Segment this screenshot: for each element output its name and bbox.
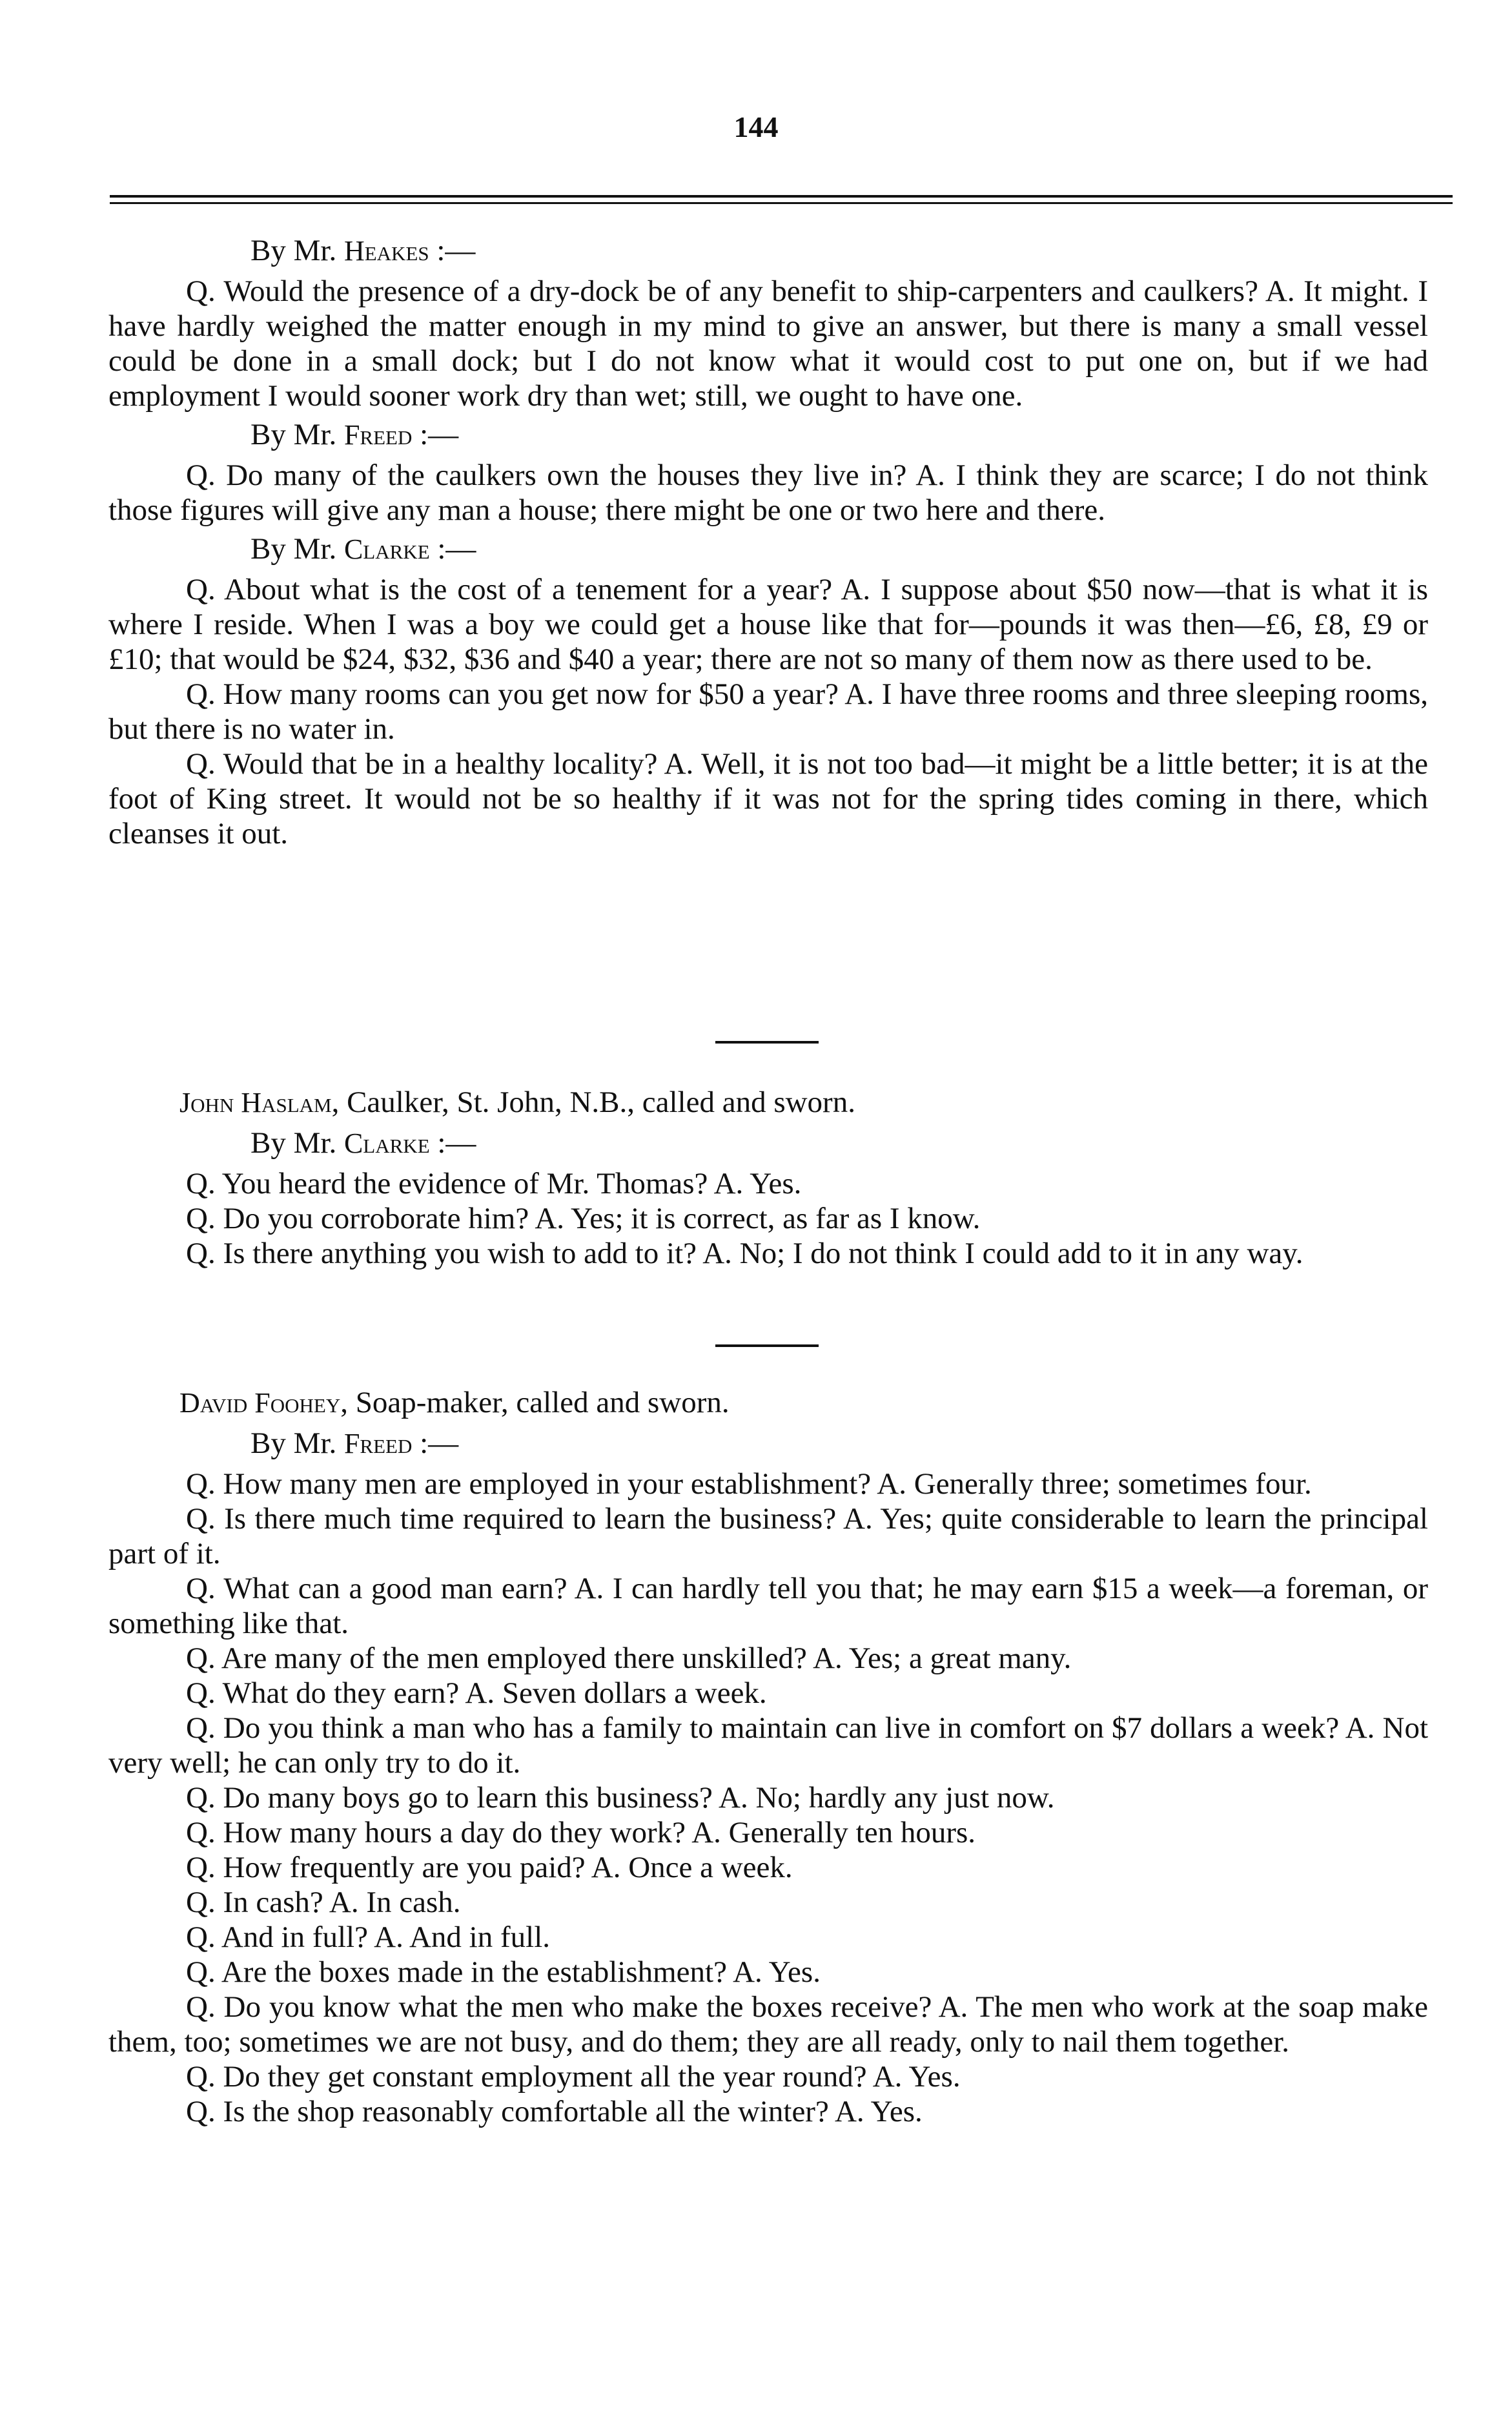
question-answer: Q. What do they earn? A. Seven dollars a week.: [186, 1676, 767, 1710]
question-answer: Q. In cash? A. In cash.: [186, 1886, 461, 1919]
question-answer: Q. How frequently are you paid? A. Once a week.: [186, 1851, 793, 1884]
question-answer: Q. How many men are employed in your establishment? A. Generally three; sometimes four.: [186, 1467, 1312, 1501]
testimony-section-1: [108, 229, 1428, 851]
examiner-name: Clarke: [343, 1127, 430, 1159]
examiner-heading: [108, 531, 1428, 567]
header-double-rule: [110, 195, 1453, 204]
examiner-heading: [108, 1426, 1428, 1461]
question-answer: Q. Do you think a man who has a family to maintain can live in comfort on $7 dollars a week? A. Not very well; he can only try to do it.: [108, 1711, 1428, 1780]
question-answer: Q. Do you corroborate him? A. Yes; it is correct, as far as I know.: [186, 1202, 981, 1235]
testimony-section-3: [108, 1385, 1428, 2129]
examiner-suffix: :—: [412, 1426, 459, 1460]
question-answer: Q. Do many of the caulkers own the houses they live in? A. I think they are scarce; I do not think those figures will give any man a house; there might be one or two here and there.: [108, 458, 1428, 527]
examiner-heading: [108, 1126, 1428, 1161]
examiner-prefix: By Mr.: [250, 1426, 337, 1460]
page-number: 144: [733, 110, 779, 143]
examiner-suffix: :—: [412, 418, 459, 451]
question-answer: Q. Are the boxes made in the establishment? A. Yes.: [186, 1955, 821, 1989]
question-answer: Q. How many hours a day do they work? A. Generally ten hours.: [186, 1816, 976, 1849]
question-answer: Q. Do they get constant employment all the year round? A. Yes.: [186, 2060, 961, 2094]
examiner-prefix: By Mr.: [250, 1126, 337, 1160]
witness-heading: [108, 1385, 1428, 1421]
examiner-prefix: By Mr.: [250, 418, 337, 451]
question-answer: Q. How many rooms can you get now for $50 a year? A. I have three rooms and three sleeping rooms, but there is no water in.: [108, 677, 1428, 746]
question-answer: Q. Do you know what the men who make the boxes receive? A. The men who work at the soap make them, too; sometimes we are not busy, and do them; they are all ready, only to nail them together.: [108, 1990, 1428, 2059]
witness-name: John Haslam: [179, 1087, 332, 1118]
witness-description: , Soap-maker, called and sworn.: [340, 1386, 730, 1419]
examiner-name: Clarke: [343, 533, 430, 565]
question-answer: Q. Is there much time required to learn the business? A. Yes; quite considerable to learn the principal part of it.: [108, 1502, 1428, 1570]
question-answer: Q. Do many boys go to learn this business? A. No; hardly any just now.: [186, 1781, 1055, 1815]
question-answer: Q. About what is the cost of a tenement for a year? A. I suppose about $50 now—that is what it is where I reside. When I was a boy we could get a house like that for—pounds it was then—£6, £8, £9 or £10; that would be $24, $32, $36 and $40 a year; there are not so many of them now as there used to be.: [108, 573, 1428, 676]
examiner-suffix: :—: [429, 532, 476, 566]
examiner-name: Freed: [343, 1428, 413, 1459]
witness-name: David Foohey: [179, 1387, 341, 1419]
examiner-suffix: :—: [429, 1126, 476, 1160]
question-answer: Q. What can a good man earn? A. I can hardly tell you that; he may earn $15 a week—a foreman, or something like that.: [108, 1572, 1428, 1640]
question-answer: Q. Would the presence of a dry-dock be of any benefit to ship-carpenters and caulkers? A. It might. I have hardly weighed the matter enough in my mind to give an answer, but there is many a small vessel could be done in a small dock; but I do not know what it would cost to put one on, but if we had employment I would sooner work dry than wet; still, we ought to have one.: [108, 274, 1428, 413]
section-divider: [715, 1041, 819, 1044]
question-answer: Q. Would that be in a healthy locality? A. Well, it is not too bad—it might be a little better; it is at the foot of King street. It would not be so healthy if it was not for the spring tides coming in there, which cleanses it out.: [108, 747, 1428, 850]
witness-description: , Caulker, St. John, N.B., called and sworn.: [331, 1085, 855, 1119]
section-divider: [715, 1344, 819, 1347]
testimony-section-2: [108, 1085, 1428, 1271]
examiner-name: Heakes: [343, 235, 429, 267]
examiner-prefix: By Mr.: [250, 234, 337, 267]
question-answer: Q. You heard the evidence of Mr. Thomas? A. Yes.: [186, 1167, 802, 1200]
question-answer: Q. Is there anything you wish to add to it? A. No; I do not think I could add to it in any way.: [186, 1237, 1303, 1270]
examiner-prefix: By Mr.: [250, 532, 337, 566]
examiner-suffix: :—: [429, 234, 476, 267]
examiner-heading: [108, 417, 1428, 453]
question-answer: Q. Are many of the men employed there unskilled? A. Yes; a great many.: [186, 1641, 1072, 1675]
witness-heading: [108, 1085, 1428, 1120]
examiner-name: Freed: [343, 419, 413, 451]
question-answer: Q. Is the shop reasonably comfortable all the winter? A. Yes.: [186, 2095, 923, 2128]
question-answer: Q. And in full? A. And in full.: [186, 1920, 550, 1954]
examiner-heading: [108, 233, 1428, 269]
